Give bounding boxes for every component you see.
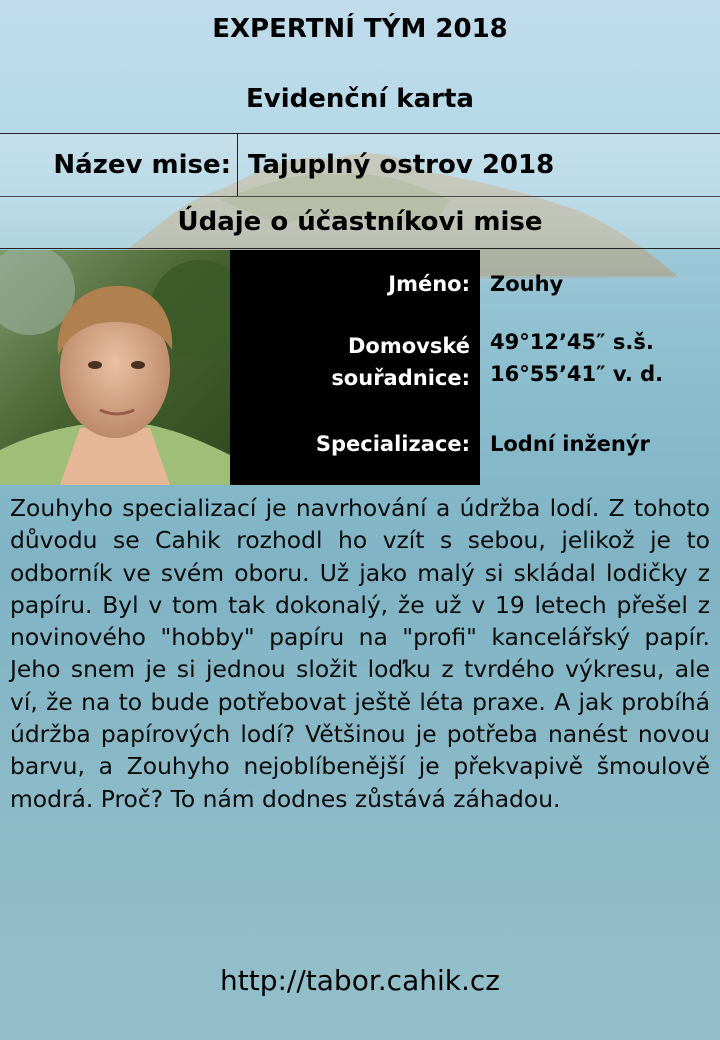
specialization-label: Specializace:	[315, 432, 470, 456]
name-label: Jméno:	[388, 272, 470, 296]
card-title: EXPERTNÍ TÝM 2018	[212, 14, 508, 44]
card-subtitle: Evidenční karta	[246, 84, 474, 114]
mission-name-label: Název mise:	[0, 134, 238, 196]
coordinates-longitude: 16°55’41″ v. d.	[490, 362, 664, 386]
name-value: Zouhy	[490, 272, 564, 296]
coordinates-label-line1: Domovské	[347, 334, 470, 358]
specialization-value: Lodní inženýr	[490, 432, 650, 456]
mission-name-value: Tajuplný ostrov 2018	[248, 150, 555, 180]
footer-url: http://tabor.cahik.cz	[220, 964, 500, 997]
mission-row	[0, 133, 720, 197]
participant-bio: Zouhyho specializací je navrhování a údržba lodí. Z tohoto důvodu se Cahik rozhodl ho vzít s sebou, jelikož je to odborník ve svém oboru. Už jako malý si skládal lodičky z papíru. Byl v tom tak dokonalý, že už v 19 letech přešel z novinového "hobby" papíru na "profi" kancelářský papír. Jeho snem je si jednou složit loďku z tvrdého výkresu, ale ví, že na to bude potřebovat ještě léta praxe. A jak probíhá údržba papírových lodí? Většinou je potřeba nanést novou barvu, a Zouhyho nejoblíbenější je překvapivě šmoulově modrá. Proč? To nám dodnes zůstává záhadou.	[10, 494, 710, 813]
section-title: Údaje o účastníkovi mise	[0, 196, 720, 249]
coordinates-latitude: 49°12’45″ s.š.	[490, 330, 654, 354]
participant-photo	[0, 250, 230, 485]
coordinates-label-line2: souřadnice:	[331, 366, 470, 390]
